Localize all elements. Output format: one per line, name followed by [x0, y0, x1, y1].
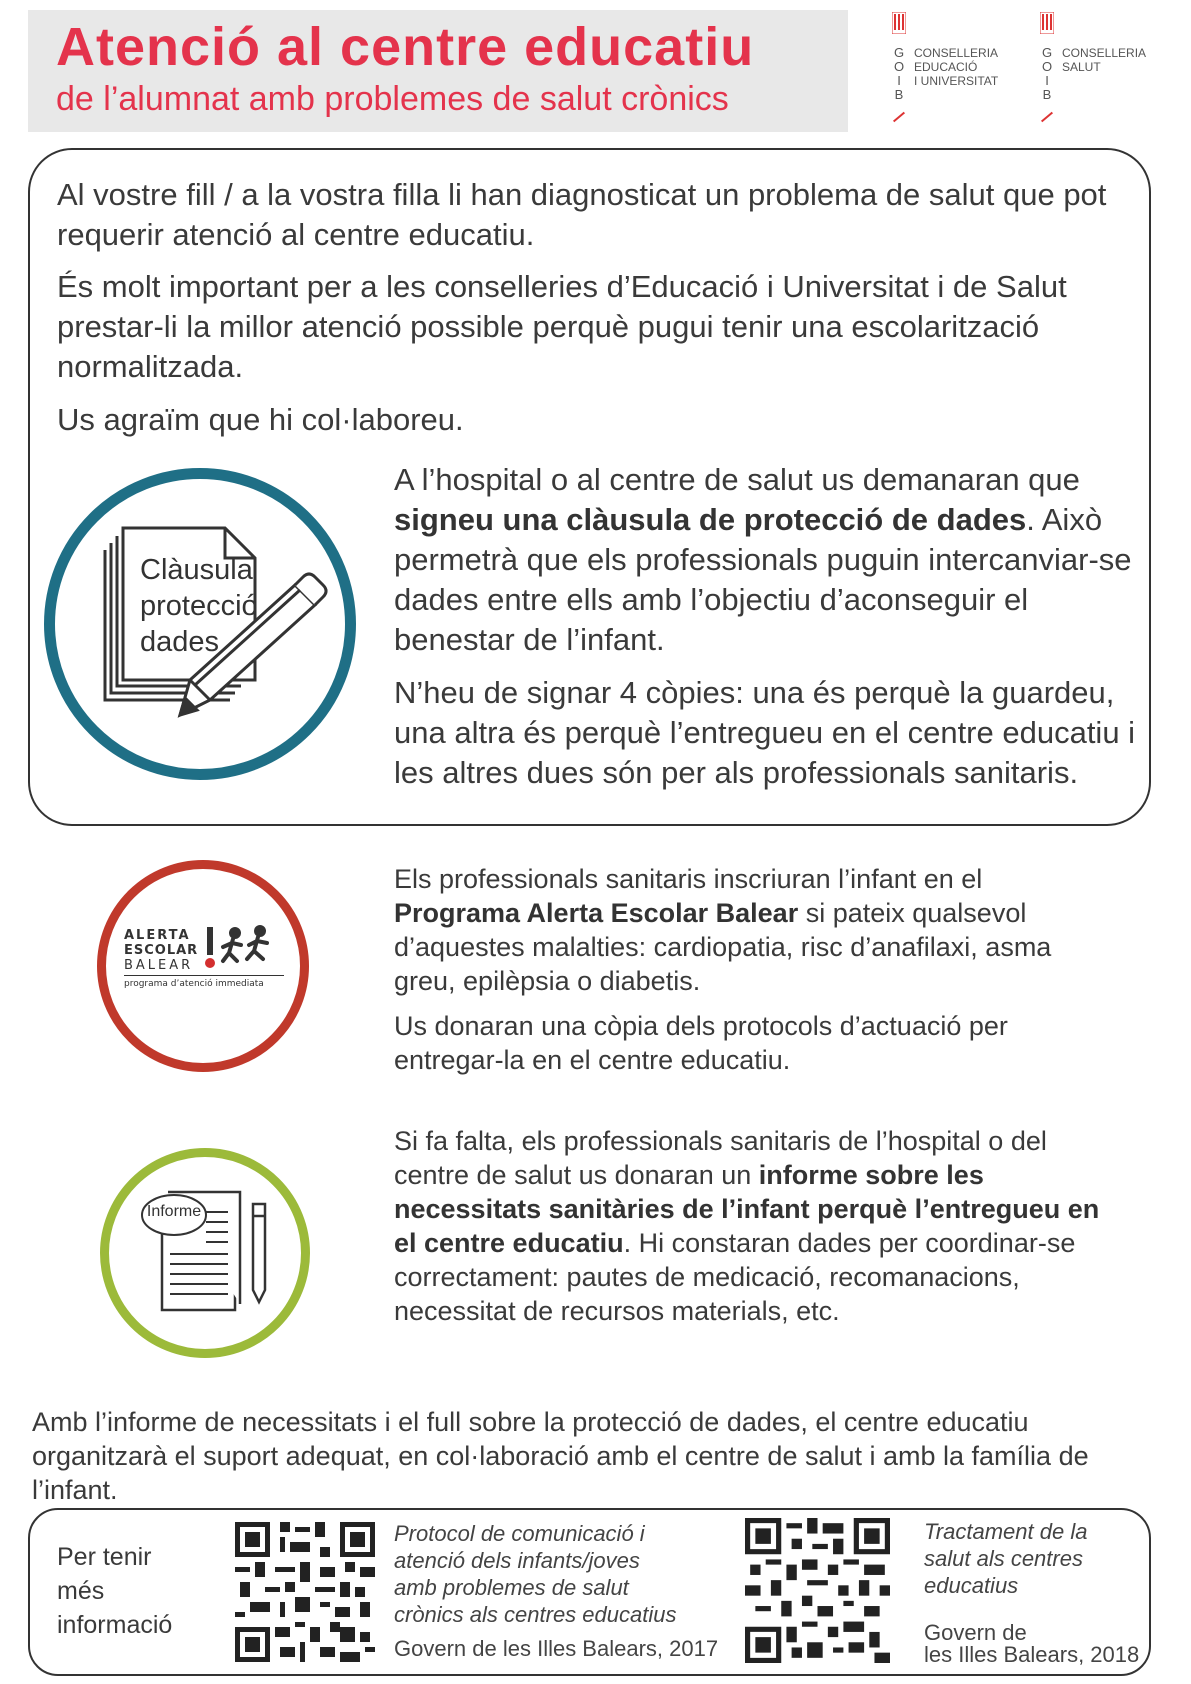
- protection-icon-label: Clàusula protecció dades: [140, 554, 258, 658]
- protection-paragraph-1: A l’hospital o al centre de salut us demanaran que signeu una clàusula de protecció de dades. Això permetrà que els professionals puguin intercanviar-se dades entre ells amb l’objectiu d’aconseguir el benestar de l’infant.: [394, 462, 1132, 657]
- intro-paragraph-2: És molt important per a les conselleries d’Educació i Universitat i de Salut prestar-li la millor atenció possible perquè pugui tenir una escolarització normalitzada.: [57, 269, 1067, 384]
- goib-letters: G O I B: [893, 45, 905, 102]
- logo-slash: [893, 112, 905, 123]
- alerta-paragraph-1: Els professionals sanitaris inscriuran l’infant en el Programa Alerta Escolar Balear si pateix qualsevol d’aquestes malalties: cardiopatia, risc d’anafilaxi, asma greu, epilèpsia o diabetis.: [394, 864, 1052, 996]
- qr-code-tractament[interactable]: [745, 1518, 890, 1663]
- intro-paragraph-1: Al vostre fill / a la vostra filla li han diagnosticat un problema de salut que pot requerir atenció al centre educatiu.: [57, 177, 1107, 252]
- alerta-escolar-logo: ALERTA ESCOLAR BALEAR programa d’atenció immediata: [124, 928, 284, 992]
- doc2-title: Tractament de la salut als centres educatius: [924, 1519, 1088, 1598]
- doc2-source: Govern de les Illes Balears, 2018: [924, 1620, 1140, 1667]
- crest-icon: [1040, 12, 1054, 34]
- goib-letters: G O I B: [1041, 45, 1053, 102]
- logo-conselleria-educacio: [892, 12, 1022, 122]
- doc1-source: Govern de les Illes Balears, 2017: [394, 1636, 719, 1661]
- more-info-label: Per tenir més informació: [57, 1543, 173, 1639]
- protection-paragraph-2: N’heu de signar 4 còpies: una és perquè la guardeu, una altra és perquè l’entregueu en el centre educatiu i les altres dues són per als professionals sanitaris.: [394, 675, 1136, 790]
- logo-slash: [1041, 112, 1053, 123]
- closing-paragraph: Amb l’informe de necessitats i el full sobre la protecció de dades, el centre educatiu organitzarà el suport adequat, en col·laboració amb el centre de salut i amb la família de l’infant.: [32, 1407, 1089, 1505]
- running-figures-icon: [205, 925, 285, 975]
- informe-paragraph: Si fa falta, els professionals sanitaris de l’hospital o del centre de salut us donaran un informe sobre les necessitats sanitàries de l’infant perquè l’entregueu en el centre educatiu. Hi constaran dades per coordinar-se correctament: pautes de medicació, recomanacions, necessitat de recursos materials, etc.: [394, 1126, 1100, 1326]
- conselleria-name: CONSELLERIA SALUT: [1062, 46, 1147, 74]
- page-title: Atenció al centre educatiu: [56, 17, 755, 77]
- intro-paragraph-3: Us agraïm que hi col·laboreu.: [57, 402, 464, 437]
- page-subtitle: de l’alumnat amb problemes de salut crònics: [56, 80, 729, 118]
- logo-conselleria-salut: [1040, 12, 1170, 122]
- informe-icon-label: Informe: [146, 1203, 202, 1220]
- conselleria-name: CONSELLERIA EDUCACIÓ I UNIVERSITAT: [914, 46, 999, 88]
- crest-icon: [892, 12, 906, 34]
- doc1-title: Protocol de comunicació i atenció dels infants/joves amb problemes de salut crònics als centres educatius: [394, 1521, 677, 1627]
- alerta-paragraph-2: Us donaran una còpia dels protocols d’actuació per entregar-la en el centre educatiu.: [394, 1011, 1008, 1075]
- qr-code-protocol[interactable]: [235, 1522, 375, 1662]
